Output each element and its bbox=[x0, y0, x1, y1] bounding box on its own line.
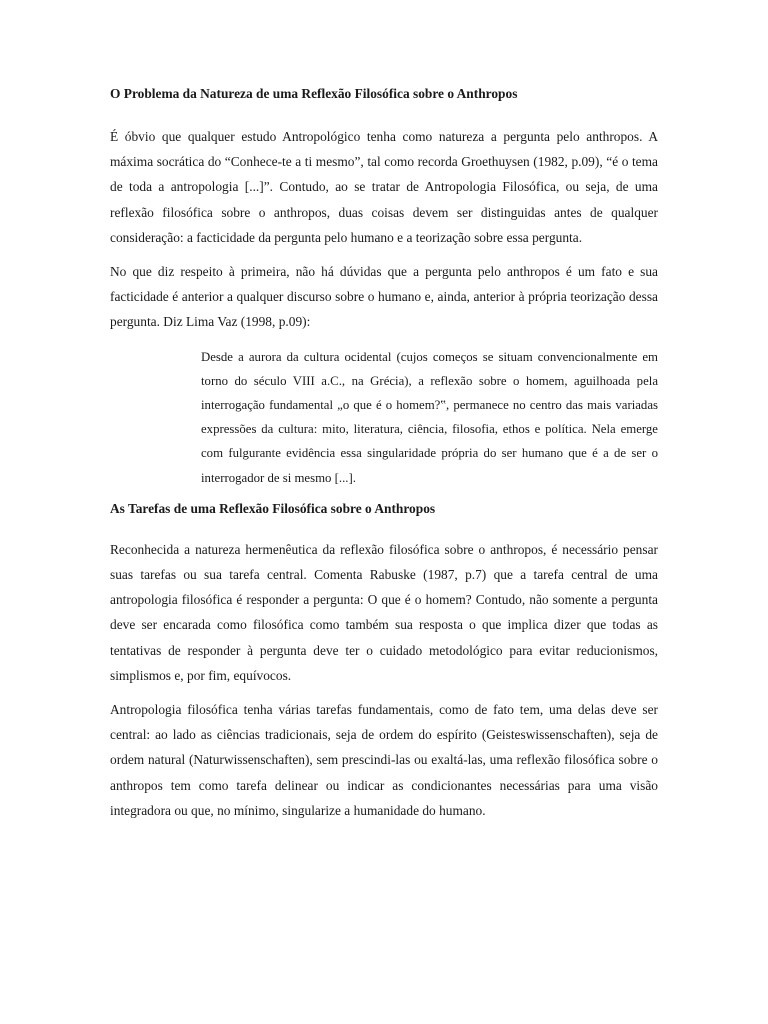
paragraph-2: No que diz respeito à primeira, não há dúvidas que a pergunta pelo anthropos é um fato e sua facticidade é anterior a qualquer discurso sobre o humano e, ainda, anterior à própria teorização dessa pergunta. Diz Lima Vaz (1998, p.09): bbox=[110, 264, 658, 330]
block-quote: Desde a aurora da cultura ocidental (cujos começos se situam convencionalmente em torno do século VIII a.C., na Grécia), a reflexão sobre o homem, aguilhoada pela interrogação fundamental „o que é o homem?‟, permanece no centro das mais variadas expressões da cultura: mito, literatura, ciência, filosofia, ethos e política. Nela emerge com fulgurante evidência essa singularidade própria do ser humano que é a de ser o interrogador de si mesmo [...]. bbox=[201, 349, 658, 485]
paragraph-3: Reconhecida a natureza hermenêutica da reflexão filosófica sobre o anthropos, é necessário pensar suas tarefas ou sua tarefa central. Comenta Rabuske (1987, p.7) que a tarefa central de uma antropologia filosófica é responder a pergunta: O que é o homem? Contudo, não somente a pergunta deve ser encarada como filosófica como também sua resposta o que implica dizer que todas as tentativas de responder à pergunta deve ter o cuidado metodológico para evitar reducionismos, simplismos e, por fim, equívocos. bbox=[110, 541, 658, 683]
paragraph-4: Antropologia filosófica tenha várias tarefas fundamentais, como de fato tem, uma delas deve ser central: ao lado as ciências tradicionais, seja de ordem do espírito (Geisteswissenschaften), seja de ordem natural (Naturwissenschaften), sem prescindi-las ou exaltá-las, uma reflexão filosófica sobre o anthropos tem como tarefa delinear ou indicar as condicionantes necessárias para uma visão integradora ou que, no mínimo, singularize a humanidade do humano. bbox=[110, 702, 658, 818]
section-heading-tarefas: As Tarefas de uma Reflexão Filosófica sobre o Anthropos bbox=[110, 500, 436, 516]
section-heading-problema: O Problema da Natureza de uma Reflexão Filosófica sobre o Anthropos bbox=[110, 86, 518, 101]
paragraph-1: É óbvio que qualquer estudo Antropológico tenha como natureza a pergunta pelo anthropos. A máxima socrática do “Conhece-te a ti mesmo”, tal como recorda Groethuysen (1982, p.09), “é o tema de toda a antropologia [...]”. Contudo, ao se tratar de Antropologia Filosófica, ou seja, de uma reflexão filosófica sobre o anthropos, duas coisas devem ser distinguidas antes de qualquer consideração: a facticidade da pergunta pelo humano e a teorização sobre essa pergunta. bbox=[110, 129, 658, 245]
